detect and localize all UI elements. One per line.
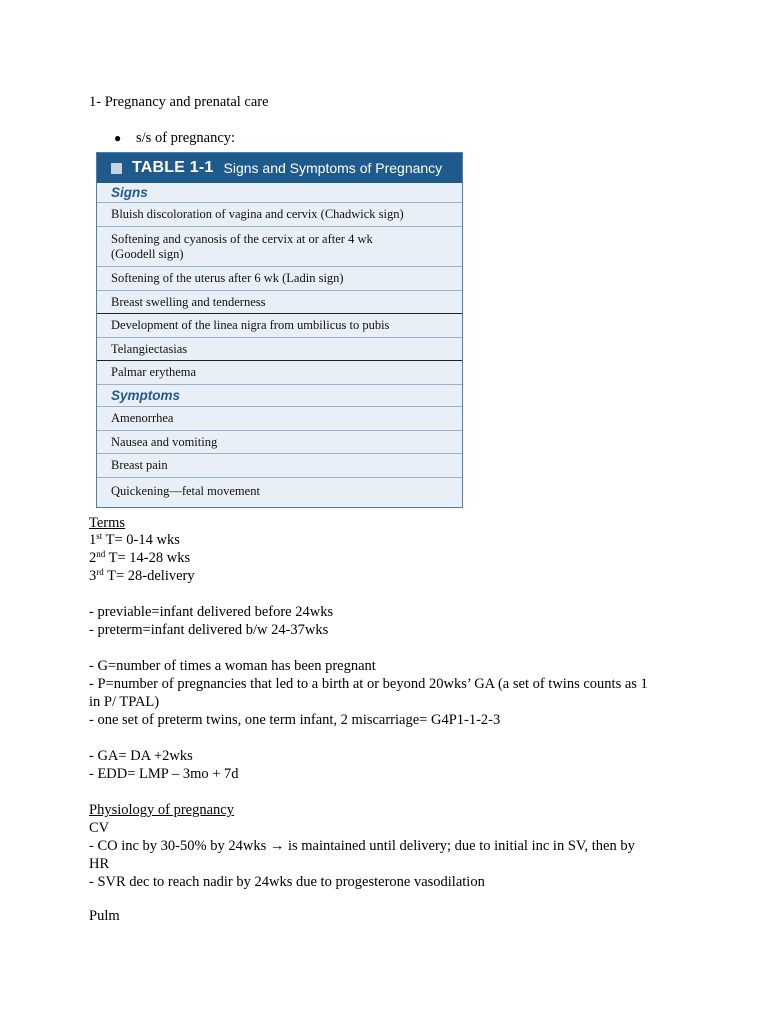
- table-row: [97, 267, 462, 291]
- table-header: [97, 153, 462, 183]
- table-number: TABLE 1-1: [132, 159, 214, 176]
- ordinal-suffix: st: [96, 531, 103, 541]
- table-row: [97, 227, 462, 267]
- trimester-range: T= 0-14 wks: [102, 532, 180, 548]
- row-text: Softening of the uterus after 6 wk (Ladin sign): [111, 271, 344, 285]
- cv-heading: CV: [89, 820, 110, 836]
- trimester-range: T= 14-28 wks: [105, 550, 191, 566]
- row-text: Development of the linea nigra from umbilicus to pubis: [111, 318, 390, 332]
- row-text: Palmar erythema: [111, 365, 197, 379]
- row-text: Breast pain: [111, 458, 168, 472]
- twins-example-line: - one set of preterm twins, one term infant, 2 miscarriage= G4P1-1-2-3: [89, 712, 501, 728]
- table-row: [97, 407, 462, 431]
- previable-line: - previable=infant delivered before 24wks: [89, 604, 334, 620]
- table-row: [97, 314, 462, 338]
- table-row: [97, 203, 462, 227]
- signs-symptoms-table: [96, 152, 463, 508]
- row-text: Breast swelling and tenderness: [111, 294, 266, 309]
- trimester-1: [89, 532, 180, 549]
- co-line: - CO inc by 30-50% by 24wks → is maintained until delivery; due to initial inc in SV, then by: [89, 838, 635, 854]
- preterm-line: - preterm=infant delivered b/w 24-37wks: [89, 622, 329, 638]
- para-line: - P=number of pregnancies that led to a birth at or beyond 20wks’ GA (a set of twins counts as 1: [89, 676, 648, 692]
- ga-line: - GA= DA +2wks: [89, 748, 193, 764]
- square-icon: [111, 163, 122, 174]
- ordinal-suffix: nd: [96, 549, 106, 559]
- section-label: Symptoms: [111, 388, 181, 403]
- trimester-2: [89, 550, 190, 567]
- trimester-range: T= 28-delivery: [103, 568, 195, 584]
- section-label: Signs: [111, 185, 148, 200]
- table-row: [97, 431, 462, 454]
- table-section-symptoms: [97, 385, 462, 407]
- trimester-number: 3: [89, 568, 97, 584]
- section-heading: 1- Pregnancy and prenatal care: [89, 94, 269, 110]
- trimester-number: 2: [89, 550, 97, 566]
- row-text: Softening and cyanosis of the cervix at or after 4 wk: [111, 231, 373, 246]
- co-line-continued: HR: [89, 856, 110, 872]
- table-section-signs: [97, 183, 462, 203]
- edd-line: - EDD= LMP – 3mo + 7d: [89, 766, 239, 782]
- table-row: [97, 454, 462, 478]
- svr-line: - SVR dec to reach nadir by 24wks due to progesterone vasodilation: [89, 874, 485, 890]
- bullet-dot-icon: ●: [114, 131, 122, 145]
- table-row: [97, 478, 462, 504]
- trimester-3: [89, 568, 195, 585]
- physiology-heading: Physiology of pregnancy: [89, 802, 234, 818]
- row-text: Nausea and vomiting: [111, 434, 218, 449]
- para-line-continued: in P/ TPAL): [89, 694, 160, 710]
- table-title: Signs and Symptoms of Pregnancy: [223, 160, 443, 176]
- row-text: Amenorrhea: [111, 411, 174, 425]
- table-row: [97, 338, 462, 361]
- table-row: [97, 361, 462, 385]
- ordinal-suffix: rd: [96, 567, 104, 577]
- row-text: Telangiectasias: [111, 341, 188, 356]
- terms-heading: Terms: [89, 515, 126, 531]
- row-text: Bluish discoloration of vagina and cervix (Chadwick sign): [111, 207, 404, 221]
- gravida-line: - G=number of times a woman has been pregnant: [89, 658, 376, 674]
- pulm-heading: Pulm: [89, 908, 120, 924]
- bullet-text: s/s of pregnancy:: [136, 130, 236, 146]
- table-row: [97, 291, 462, 314]
- trimester-number: 1: [89, 532, 97, 548]
- row-text: Quickening—fetal movement: [111, 483, 260, 498]
- row-text: (Goodell sign): [111, 246, 184, 261]
